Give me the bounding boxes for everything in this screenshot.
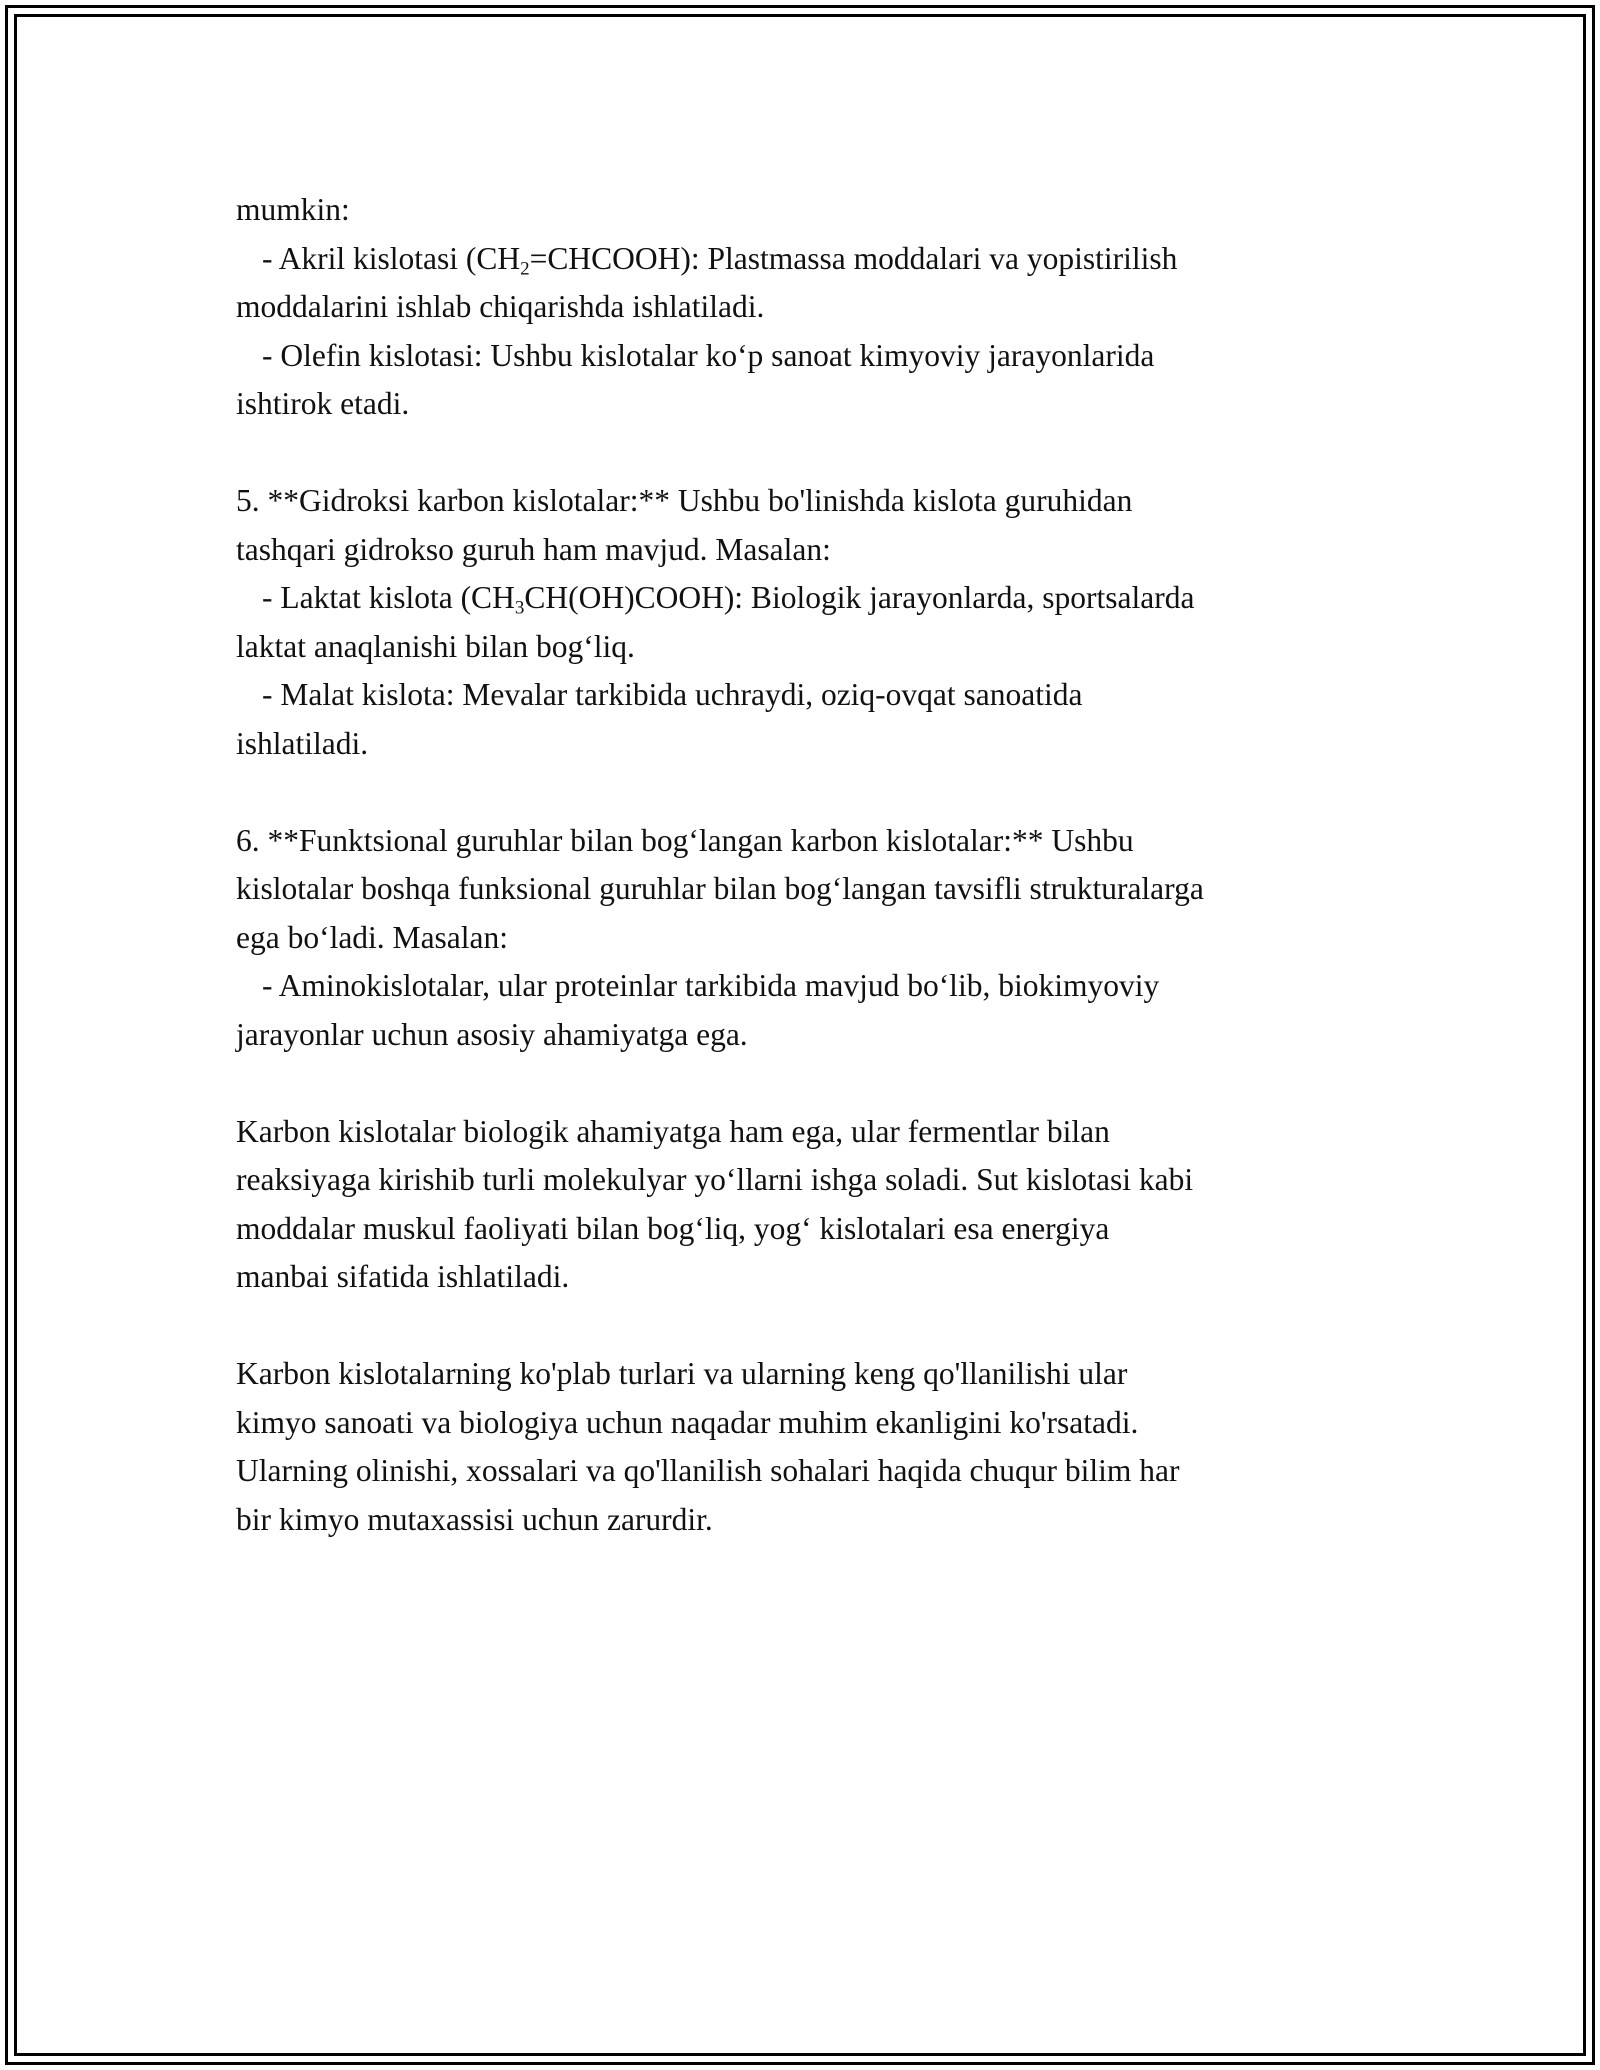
text-line: 6. **Funktsional guruhlar bilan bog‘langan karbon kislotalar:** Ushbu bbox=[236, 822, 1134, 858]
subscript: 2 bbox=[520, 257, 530, 279]
functional-group-acids-section bbox=[236, 817, 1386, 1060]
paragraph-gap bbox=[236, 768, 1386, 817]
subscript: 3 bbox=[514, 597, 525, 619]
text-line: ega bo‘ladi. Masalan: bbox=[236, 919, 509, 955]
paragraph-gap bbox=[236, 429, 1386, 478]
paragraph-gap bbox=[236, 1059, 1386, 1108]
text-line: moddalarini ishlab chiqarishda ishlatiladi. bbox=[236, 289, 765, 324]
text-line: mumkin: bbox=[236, 192, 350, 227]
list-item-aminokislotalar: - Aminokislotalar, ular proteinlar tarkibida mavjud bo‘lib, biokimyoviy bbox=[262, 968, 1160, 1003]
text-segment: CH(OH)COOH): Biologik jarayonlarda, sportsalarda bbox=[524, 580, 1195, 615]
document-body bbox=[236, 186, 1386, 1544]
text-line: manbai sifatida ishlatiladi. bbox=[236, 1259, 570, 1294]
hydroxy-acids-section bbox=[236, 477, 1386, 768]
text-line: jarayonlar uchun asosiy ahamiyatga ega. bbox=[236, 1016, 748, 1052]
text-line: bir kimyo mutaxassisi uchun zarurdir. bbox=[236, 1501, 713, 1537]
text-segment: - Laktat kislota (CH bbox=[262, 580, 515, 615]
paragraph-gap bbox=[236, 1302, 1386, 1351]
text-line: Karbon kislotalar biologik ahamiyatga ham ega, ular fermentlar bilan bbox=[236, 1113, 1110, 1149]
text-line: moddalar muskul faoliyati bilan bog‘liq, yog‘ kislotalari esa energiya bbox=[236, 1210, 1110, 1246]
text-line: Ularning olinishi, xossalari va qo'llanilish sohalari haqida chuqur bilim har bbox=[236, 1453, 1180, 1488]
text-line: ishlatiladi. bbox=[236, 725, 369, 761]
text-line: tashqari gidrokso guruh ham mavjud. Masalan: bbox=[236, 531, 831, 567]
conclusion-paragraph bbox=[236, 1350, 1386, 1544]
list-item-akril bbox=[236, 235, 1386, 284]
list-item-laktat bbox=[236, 574, 1386, 623]
text-line: reaksiyaga kirishib turli molekulyar yo‘llarni ishga soladi. Sut kislotasi kabi bbox=[236, 1162, 1194, 1197]
text-line: kimyo sanoati va biologiya uchun naqadar muhim ekanligini ko'rsatadi. bbox=[236, 1404, 1139, 1440]
text-line: 5. **Gidroksi karbon kislotalar:** Ushbu bo'linishda kislota guruhidan bbox=[236, 483, 1133, 518]
unsaturated-acids-continuation bbox=[236, 186, 1386, 429]
text-line: Karbon kislotalarning ko'plab turlari va ularning keng qo'llanilishi ular bbox=[236, 1356, 1128, 1391]
text-segment: =CHCOOH): Plastmassa moddalari va yopistirilish bbox=[529, 240, 1178, 276]
list-item-malat: - Malat kislota: Mevalar tarkibida uchraydi, oziq-ovqat sanoatida bbox=[262, 677, 1083, 712]
text-segment: - Akril kislotasi (CH bbox=[262, 240, 521, 276]
text-line: laktat anaqlanishi bilan bog‘liq. bbox=[236, 628, 635, 664]
biological-significance-paragraph bbox=[236, 1108, 1386, 1302]
text-line: kislotalar boshqa funksional guruhlar bilan bog‘langan tavsifli strukturalarga bbox=[236, 871, 1204, 906]
text-line: ishtirok etadi. bbox=[236, 386, 410, 421]
list-item-olefin: - Olefin kislotasi: Ushbu kislotalar ko‘p sanoat kimyoviy jarayonlarida bbox=[262, 337, 1155, 373]
